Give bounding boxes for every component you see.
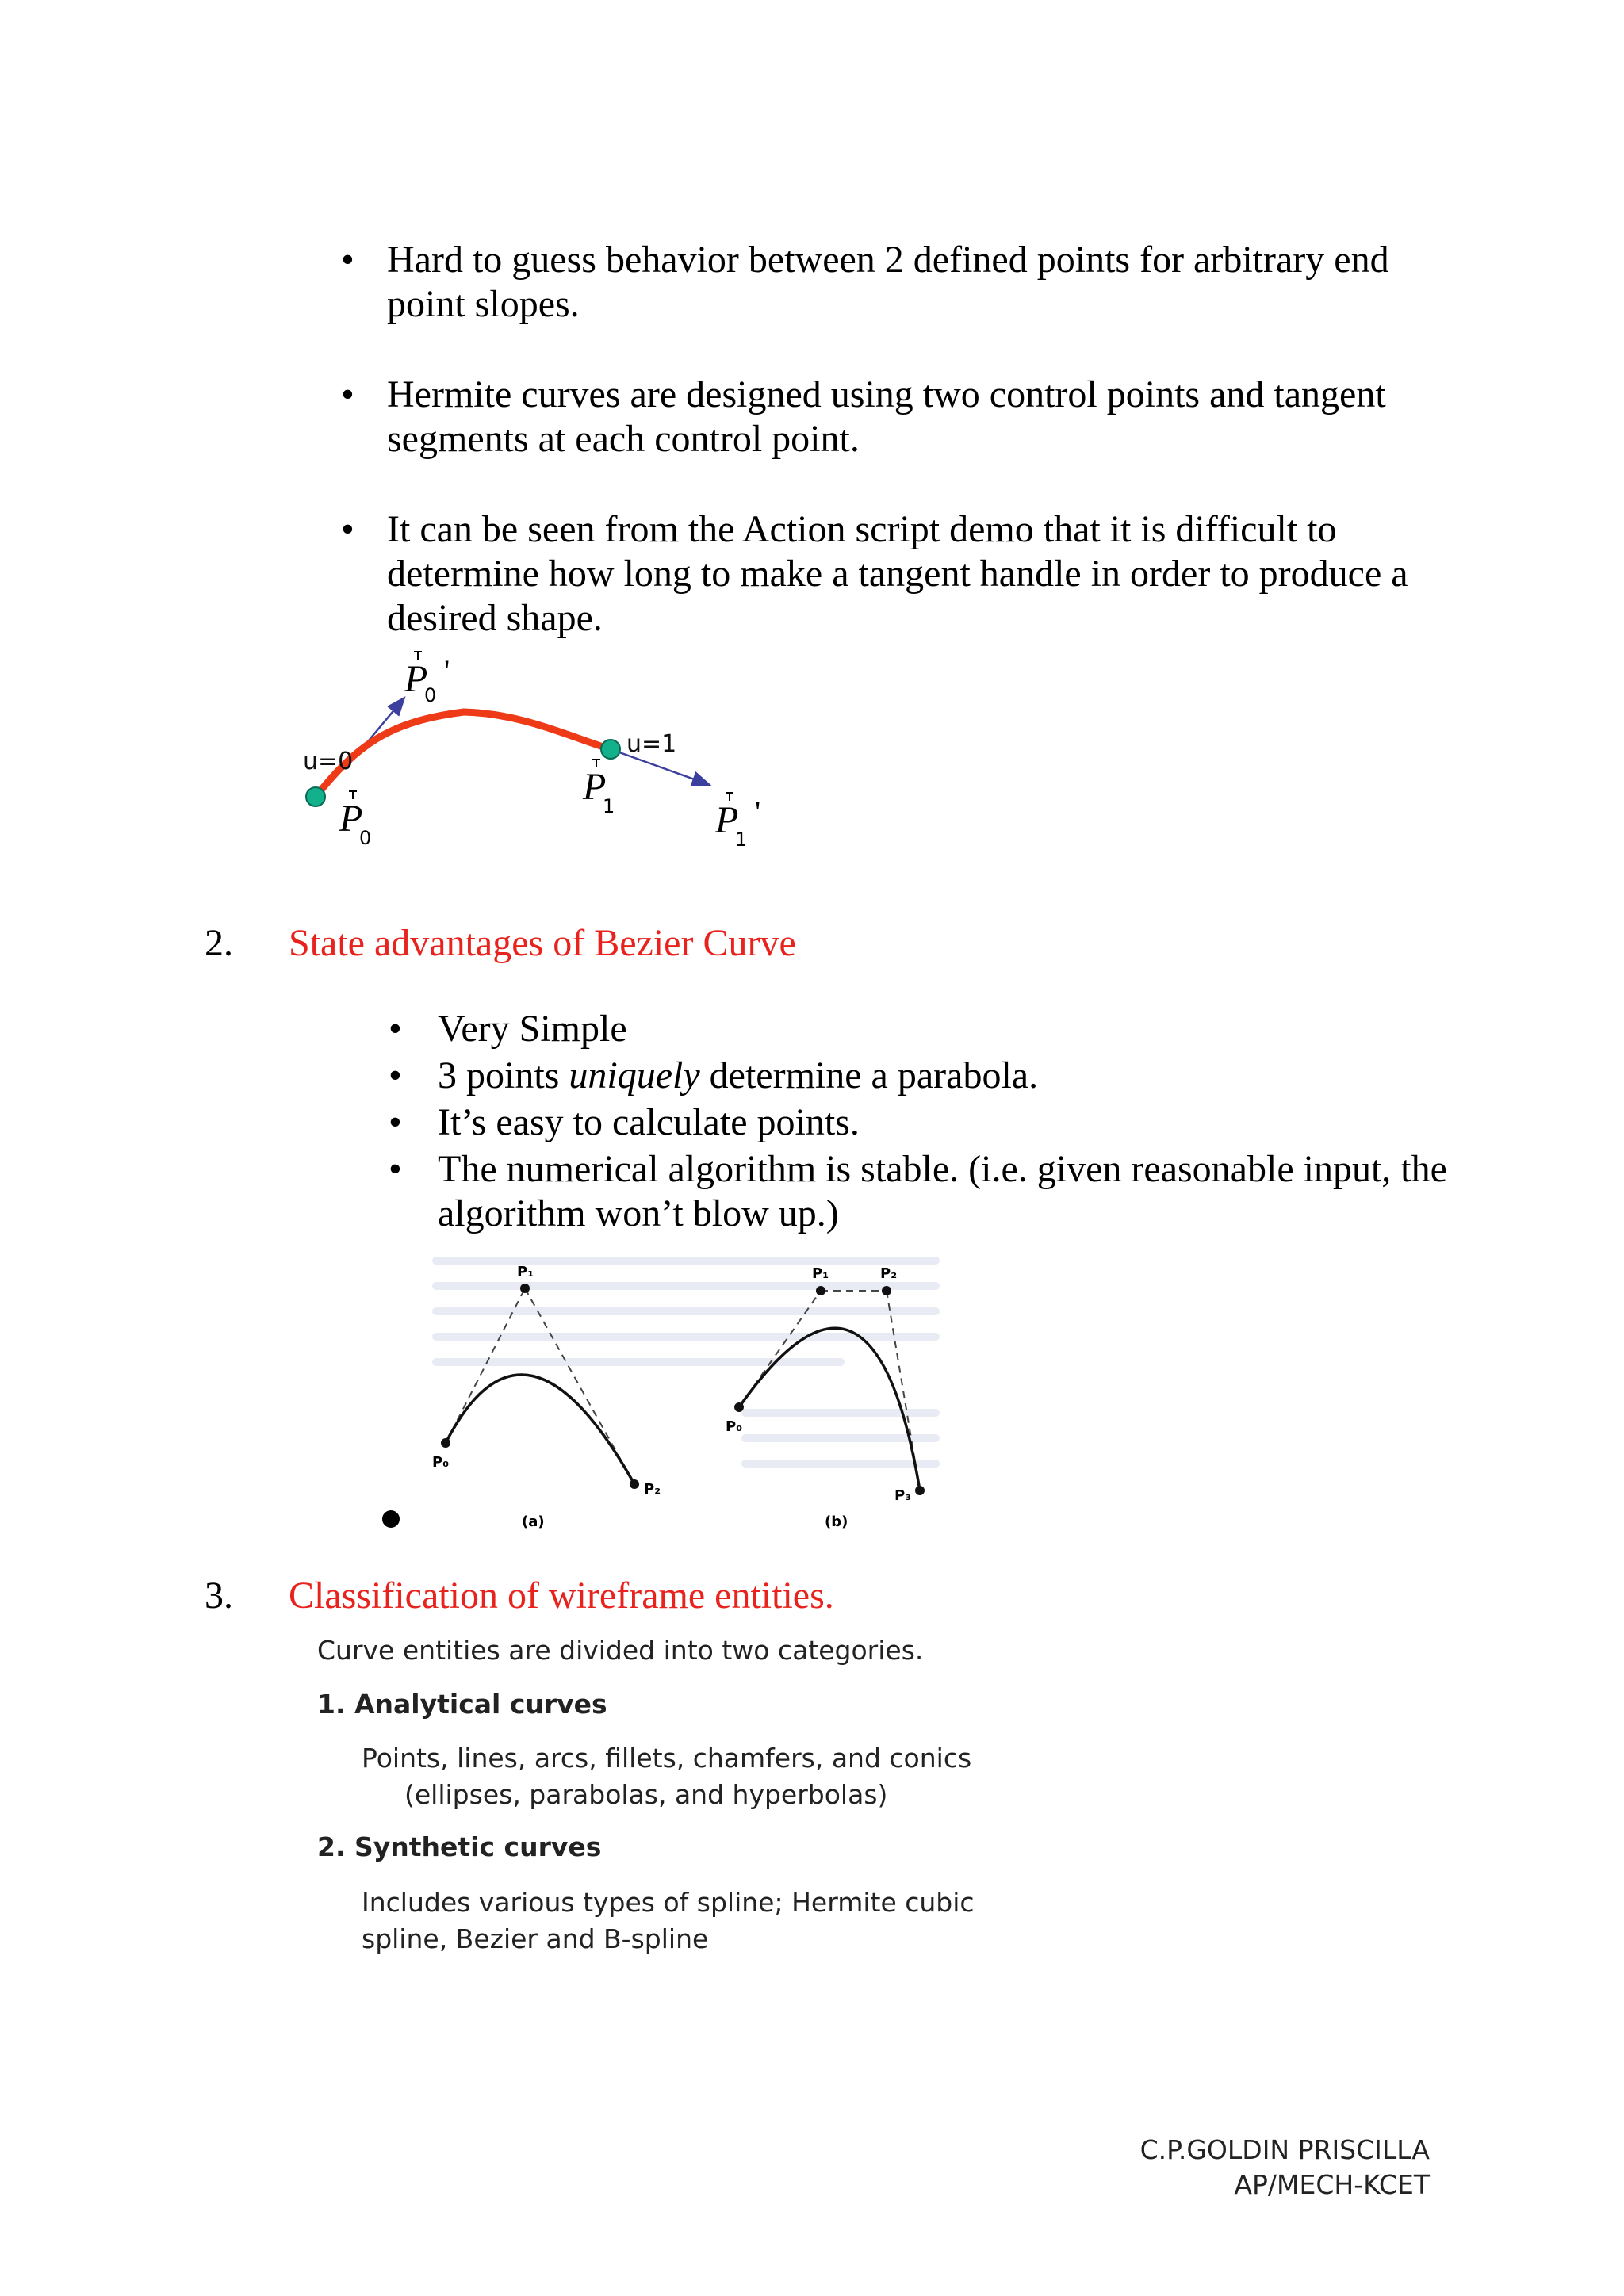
label-a-p2: P₂ [644,1481,661,1498]
bullet-dot: • [389,1008,402,1050]
bullet-text: The numerical algorithm is stable. (i.e. given reasonable input, the algorithm won’t blow up.) [438,1148,1447,1234]
label-b-p3: P₃ [894,1487,912,1504]
bullet-item [333,507,1443,641]
point-p1 [601,740,620,759]
svg-text:0: 0 [359,827,372,849]
category-synthetic-desc-line1: Includes various types of spline; Hermite cubic [362,1887,975,1918]
bullet-text: Hermite curves are designed using two control points and tangent segments at each control point. [387,373,1386,460]
svg-text:1: 1 [603,795,615,817]
category-analytical-desc-line1: Points, lines, arcs, fillets, chamfers, and conics [362,1743,972,1774]
label-p0 [339,791,371,849]
bullet-item [384,1007,1494,1051]
hermite-curve-figure [285,634,793,864]
footer-affiliation: AP/MECH-KCET [1234,2169,1430,2200]
bezier-quadratic-figure [432,1264,661,1530]
label-b-p0: P₀ [726,1418,743,1435]
bezier-advantages-list [384,1007,1494,1238]
svg-text:P: P [583,766,607,808]
bezier-cubic-figure [726,1265,925,1530]
empty-bullet-dot [382,1510,400,1528]
bullet-item [384,1100,1494,1145]
bullet-text: It can be seen from the Action script demo that it is difficult to determine how long to make a tangent handle in order to produce a desired shape. [387,508,1408,639]
bullet-text-pre: 3 points [438,1054,569,1096]
bullet-text: Hard to guess behavior between 2 defined points for arbitrary end point slopes. [387,239,1389,325]
bullet-dot: • [389,1054,402,1096]
bullet-dot: • [389,1148,402,1190]
bullet-item [384,1054,1494,1098]
point-p0 [306,787,325,806]
bullet-dot: • [341,239,354,281]
label-u1: u=1 [626,730,677,758]
bullet-dot: • [341,508,354,550]
caption-b: (b) [825,1513,848,1530]
footer-author [1140,2133,1430,2202]
footer-name: C.P.GOLDIN PRISCILLA [1139,2134,1430,2165]
section-2-title: State advantages of Bezier Curve [289,922,796,964]
category-analytical-label: 1. Analytical curves [317,1689,607,1720]
top-bullet-list [333,238,1443,687]
svg-text:P: P [404,658,428,700]
bullet-text: It’s easy to calculate points. [438,1101,860,1143]
bullet-text-post: determine a parabola. [699,1054,1039,1096]
category-synthetic-label: 2. Synthetic curves [317,1831,602,1862]
category-synthetic-desc-line2: spline, Bezier and B-spline [362,1923,709,1954]
label-b-p2: P₂ [880,1265,898,1282]
hermite-curve [316,712,611,797]
label-u0: u=0 [303,748,354,775]
section-3-intro: Curve entities are divided into two categories. [317,1635,924,1666]
bullet-item [333,373,1443,461]
bullet-dot: • [341,373,354,415]
svg-text:': ' [755,794,761,830]
label-a-p0: P₀ [432,1454,450,1471]
bullet-text: Very Simple [438,1008,627,1050]
bullet-item [333,238,1443,327]
svg-text:P: P [339,798,363,840]
label-p0-prime [404,652,450,706]
section-2-number: 2. [205,922,233,964]
caption-a: (a) [522,1513,545,1530]
bullet-item [384,1147,1494,1236]
label-b-p1: P₁ [812,1265,829,1282]
label-p1-prime [714,793,760,851]
svg-text:0: 0 [424,684,437,706]
svg-text:1: 1 [735,828,748,851]
label-a-p1: P₁ [517,1264,534,1280]
bullet-dot: • [389,1101,402,1143]
svg-text:': ' [444,653,450,689]
category-analytical-desc-line2: (ellipses, parabolas, and hyperbolas) [404,1779,888,1810]
label-p1 [582,760,615,817]
svg-text:P: P [715,799,739,841]
bullet-text-emphasis: uniquely [569,1054,700,1096]
section-3-title: Classification of wireframe entities. [289,1575,834,1617]
section-3-number: 3. [205,1575,233,1617]
bezier-curve-figure [428,1245,952,1538]
